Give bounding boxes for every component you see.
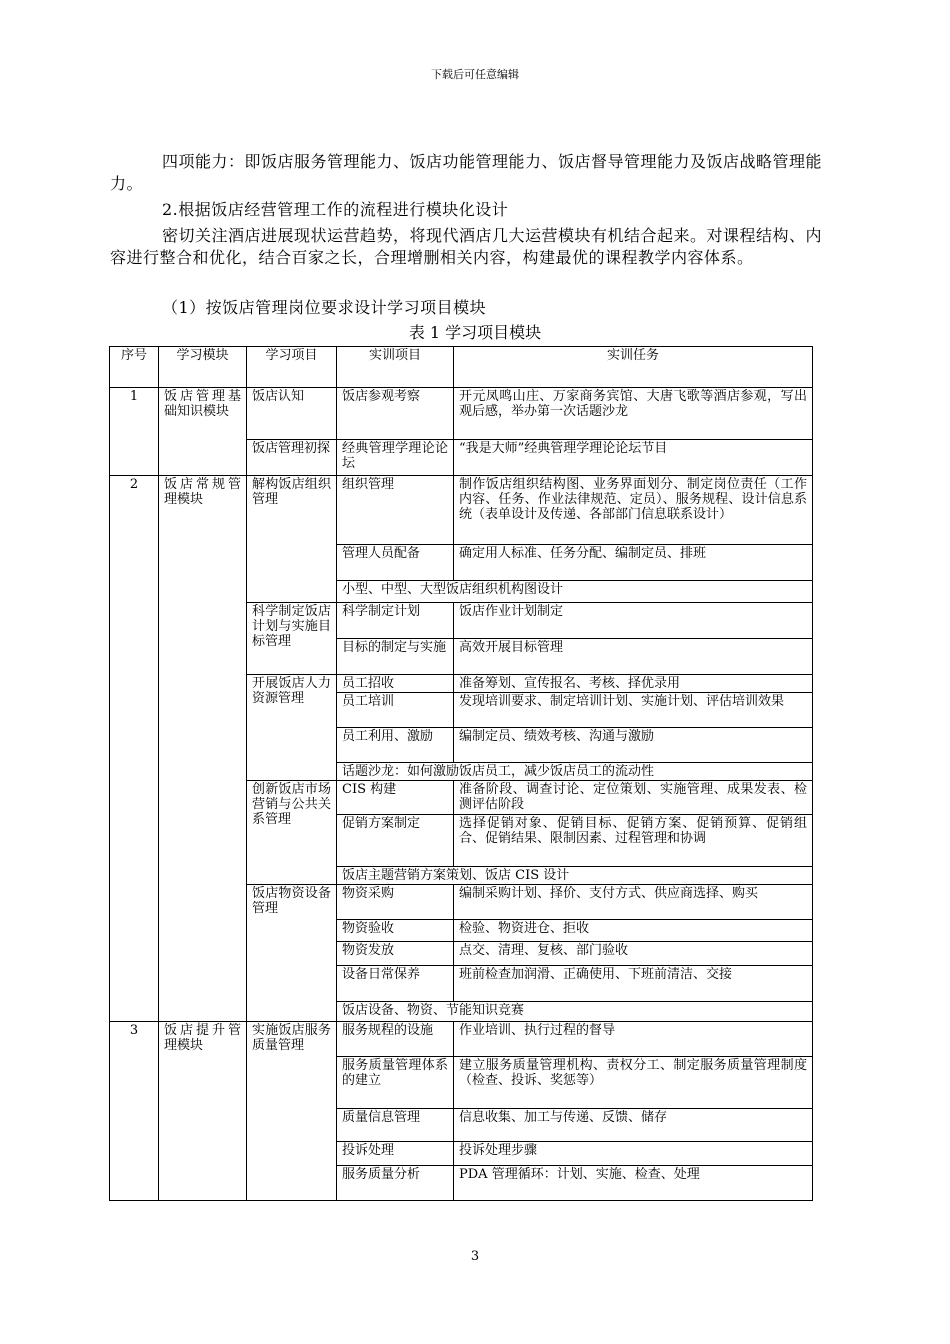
learning-item: 饭店认知 xyxy=(247,388,337,440)
training-item: 投诉处理 xyxy=(337,1142,454,1166)
training-merged: 饭店主题营销方案策划、饭店 CIS 设计 xyxy=(337,867,813,885)
training-task: 班前检查加润滑、正确使用、下班前清洁、交接 xyxy=(454,966,813,1002)
training-task: 高效开展目标管理 xyxy=(454,639,813,675)
module-number: 3 xyxy=(110,1022,159,1201)
paragraph-four-abilities: 四项能力：即饭店服务管理能力、饭店功能管理能力、饭店督导管理能力及饭店战略管理能力。 xyxy=(110,152,823,193)
training-task: 开元凤鸣山庄、万家商务宾馆、大唐飞歌等酒店参观，写出观后感，举办第一次话题沙龙 xyxy=(454,388,813,440)
learning-item: 实施饭店服务质量管理 xyxy=(247,1022,337,1201)
module-name: 饭店常规管理模块 xyxy=(159,476,247,1022)
training-task: 编制定员、绩效考核、沟通与激励 xyxy=(454,728,813,763)
header-item: 学习项目 xyxy=(247,347,337,388)
training-item: 目标的制定与实施 xyxy=(337,639,454,675)
training-item: 员工招收 xyxy=(337,675,454,693)
learning-item: 饭店管理初探 xyxy=(247,440,337,476)
paragraph-heading-modular-design: 2.根据饭店经营管理工作的流程进行模块化设计 xyxy=(162,200,509,219)
learning-item: 饭店物资设备管理 xyxy=(247,885,337,1022)
training-item: 员工培训 xyxy=(337,693,454,728)
learning-modules-table xyxy=(109,346,813,1201)
training-task: 检验、物资进仓、拒收 xyxy=(454,920,813,942)
learning-item: 科学制定饭店计划与实施目标管理 xyxy=(247,603,337,675)
training-task: 点交、清理、复核、部门验收 xyxy=(454,942,813,966)
training-task: 建立服务质量管理机构、责权分工、制定服务质量管理制度（检查、投诉、奖惩等） xyxy=(454,1057,813,1109)
training-item: 管理人员配备 xyxy=(337,545,454,581)
training-merged: 小型、中型、大型饭店组织机构图设计 xyxy=(337,581,813,603)
header-no: 序号 xyxy=(110,347,159,388)
training-task: 发现培训要求、制定培训计划、实施计划、评估培训效果 xyxy=(454,693,813,728)
training-item: 服务质量分析 xyxy=(337,1166,454,1201)
table-row xyxy=(110,1022,813,1057)
training-item: CIS 构建 xyxy=(337,781,454,815)
training-item: 组织管理 xyxy=(337,476,454,545)
table-caption: 表 1 学习项目模块 xyxy=(408,323,542,342)
header-training-item: 实训项目 xyxy=(337,347,454,388)
training-item: 促销方案制定 xyxy=(337,815,454,867)
training-task: 投诉处理步骤 xyxy=(454,1142,813,1166)
paragraph-subheading: （1）按饭店管理岗位要求设计学习项目模块 xyxy=(162,298,487,317)
table-row xyxy=(110,476,813,545)
header-module: 学习模块 xyxy=(159,347,247,388)
training-merged: 话题沙龙：如何激励饭店员工，减少饭店员工的流动性 xyxy=(337,763,813,781)
training-item: 经典管理学理论论坛 xyxy=(337,440,454,476)
training-task: 准备阶段、调查讨论、定位策划、实施管理、成果发表、检测评估阶段 xyxy=(454,781,813,815)
training-item: 物资验收 xyxy=(337,920,454,942)
table-row xyxy=(110,388,813,440)
training-item: 服务质量管理体系的建立 xyxy=(337,1057,454,1109)
training-task: 制作饭店组织结构图、业务界面划分、制定岗位责任（工作内容、任务、作业法律规范、定员）、服务规程、设计信息系统（表单设计及传递、各部部门信息联系设计） xyxy=(454,476,813,545)
training-item: 饭店参观考察 xyxy=(337,388,454,440)
page-header: 下载后可任意编辑 xyxy=(431,68,519,81)
header-training-task: 实训任务 xyxy=(454,347,813,388)
page-number: 3 xyxy=(470,1249,480,1264)
training-task: 作业培训、执行过程的督导 xyxy=(454,1022,813,1057)
training-merged: 饭店设备、物资、节能知识竞赛 xyxy=(337,1002,813,1022)
training-task: 饭店作业计划制定 xyxy=(454,603,813,639)
module-name: 饭店管理基础知识模块 xyxy=(159,388,247,476)
training-item: 设备日常保养 xyxy=(337,966,454,1002)
learning-item: 开展饭店人力资源管理 xyxy=(247,675,337,781)
module-number: 1 xyxy=(110,388,159,476)
learning-item: 解构饭店组织管理 xyxy=(247,476,337,603)
table-header-row xyxy=(110,347,813,388)
training-task: PDA 管理循环：计划、实施、检查、处理 xyxy=(454,1166,813,1201)
module-number: 2 xyxy=(110,476,159,1022)
module-name: 饭店提升管理模块 xyxy=(159,1022,247,1201)
training-item: 质量信息管理 xyxy=(337,1109,454,1142)
training-task: 准备筹划、宣传报名、考核、择优录用 xyxy=(454,675,813,693)
training-task: 信息收集、加工与传递、反馈、储存 xyxy=(454,1109,813,1142)
training-task: 确定用人标准、任务分配、编制定员、排班 xyxy=(454,545,813,581)
training-task: “我是大师”经典管理学理论论坛节目 xyxy=(454,440,813,476)
training-task: 编制采购计划、择价、支付方式、供应商选择、购买 xyxy=(454,885,813,920)
training-item: 服务规程的设施 xyxy=(337,1022,454,1057)
learning-item: 创新饭店市场营销与公共关系管理 xyxy=(247,781,337,885)
training-item: 员工利用、激励 xyxy=(337,728,454,763)
training-task: 选择促销对象、促销目标、促销方案、促销预算、促销组合、促销结果、限制因素、过程管理和协调 xyxy=(454,815,813,867)
paragraph-course-integration: 密切关注酒店进展现状运营趋势，将现代酒店几大运营模块有机结合起来。对课程结构、内容进行整合和优化，结合百家之长，合理增删相关内容，构建最优的课程教学内容体系。 xyxy=(110,226,823,267)
training-item: 物资发放 xyxy=(337,942,454,966)
training-item: 科学制定计划 xyxy=(337,603,454,639)
training-item: 物资采购 xyxy=(337,885,454,920)
